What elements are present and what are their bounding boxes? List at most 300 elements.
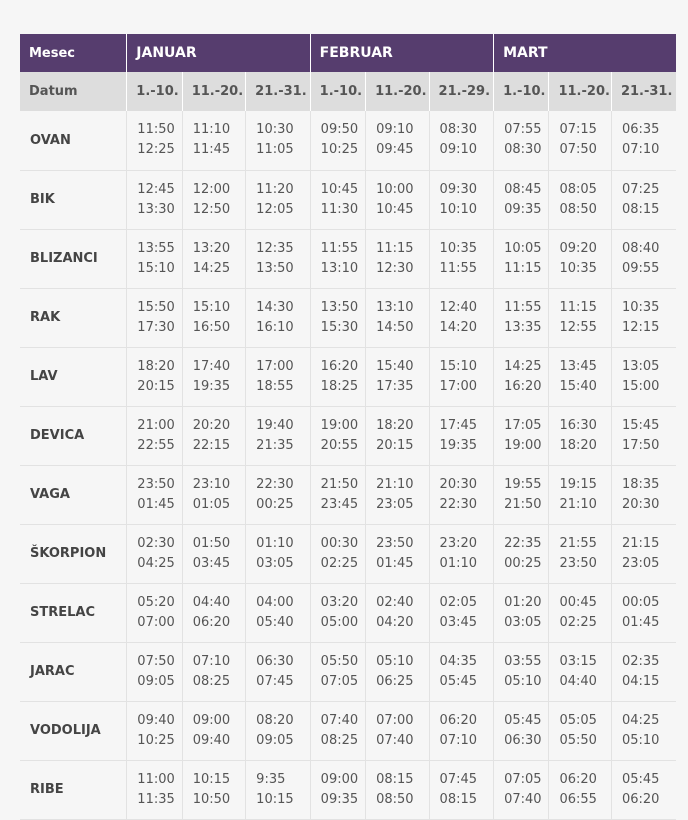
time-range-cell [310, 170, 365, 229]
start-time: 21:10 [376, 476, 414, 492]
start-time: 01:50 [192, 535, 231, 551]
time-range-cell [494, 583, 549, 642]
time-range-cell [494, 465, 549, 524]
end-time: 04:20 [376, 614, 414, 630]
start-time: 13:20 [192, 240, 231, 256]
end-time: 21:35 [256, 437, 294, 453]
time-range-cell [366, 111, 429, 170]
time-range-cell [127, 170, 182, 229]
end-time: 21:50 [504, 496, 542, 512]
end-time: 23:05 [376, 496, 414, 512]
time-range-cell [611, 229, 676, 288]
time-range-cell [246, 583, 311, 642]
start-time: 15:40 [376, 358, 414, 374]
start-time: 11:50 [137, 122, 175, 138]
start-time: 11:00 [137, 771, 175, 787]
time-range-cell [246, 465, 311, 524]
time-range-cell [429, 642, 494, 701]
start-time: 10:45 [320, 181, 359, 197]
sign-name-cell: RAK [20, 288, 127, 347]
sign-name-cell: BLIZANCI [20, 229, 127, 288]
start-time: 00:30 [320, 535, 359, 551]
start-time: 06:20 [559, 771, 597, 787]
end-time: 09:35 [504, 201, 542, 217]
end-time: 08:15 [621, 201, 660, 217]
end-time: 13:30 [137, 201, 175, 217]
start-time: 12:35 [256, 240, 294, 256]
end-time: 01:45 [376, 555, 414, 571]
end-time: 09:05 [137, 673, 175, 689]
time-range-cell [429, 760, 494, 819]
end-time: 08:15 [439, 791, 478, 807]
end-time: 17:50 [621, 437, 660, 453]
time-range-cell [549, 347, 611, 406]
end-time: 06:25 [376, 673, 414, 689]
time-range-cell [182, 229, 245, 288]
time-range-cell [494, 524, 549, 583]
end-time: 12:30 [376, 260, 414, 276]
end-time: 07:40 [376, 732, 414, 748]
end-time: 19:35 [192, 378, 231, 394]
end-time: 20:30 [621, 496, 660, 512]
time-range-cell [549, 406, 611, 465]
end-time: 12:55 [559, 319, 597, 335]
period-header: 1.-10. [494, 72, 549, 111]
start-time: 19:00 [320, 417, 359, 433]
time-range-cell [611, 111, 676, 170]
time-range-cell [366, 288, 429, 347]
start-time: 02:30 [137, 535, 175, 551]
start-time: 09:20 [559, 240, 597, 256]
end-time: 12:25 [137, 142, 175, 158]
time-range-cell [127, 406, 182, 465]
start-time: 11:55 [504, 299, 542, 315]
end-time: 14:50 [376, 319, 414, 335]
end-time: 15:40 [559, 378, 597, 394]
end-time: 08:25 [192, 673, 231, 689]
end-time: 15:30 [320, 319, 359, 335]
start-time: 17:00 [256, 358, 294, 374]
end-time: 01:45 [137, 496, 175, 512]
start-time: 05:45 [621, 771, 660, 787]
time-range-cell [549, 524, 611, 583]
end-time: 13:10 [320, 260, 359, 276]
end-time: 15:10 [137, 260, 175, 276]
time-range-cell [366, 465, 429, 524]
start-time: 08:40 [621, 240, 660, 256]
start-time: 06:20 [439, 712, 478, 728]
start-time: 11:15 [559, 299, 597, 315]
end-time: 18:55 [256, 378, 294, 394]
end-time: 16:20 [504, 378, 542, 394]
end-time: 08:30 [504, 142, 542, 158]
time-range-cell [611, 760, 676, 819]
period-header: 1.-10. [127, 72, 182, 111]
time-range-cell [429, 347, 494, 406]
end-time: 12:15 [621, 319, 660, 335]
period-header: 21.-31. [611, 72, 676, 111]
end-time: 04:40 [559, 673, 597, 689]
end-time: 12:05 [256, 201, 294, 217]
period-header: 11.-20. [182, 72, 245, 111]
time-range-cell [246, 642, 311, 701]
start-time: 08:20 [256, 712, 294, 728]
time-range-cell [127, 288, 182, 347]
time-range-cell [182, 642, 245, 701]
end-time: 07:05 [320, 673, 359, 689]
time-range-cell [366, 583, 429, 642]
time-range-cell [310, 288, 365, 347]
period-header: 1.-10. [310, 72, 365, 111]
start-time: 10:00 [376, 181, 414, 197]
month-header-row [20, 34, 676, 72]
start-time: 12:40 [439, 299, 478, 315]
time-range-cell [611, 642, 676, 701]
end-time: 07:45 [256, 673, 294, 689]
end-time: 20:55 [320, 437, 359, 453]
end-time: 10:35 [559, 260, 597, 276]
time-range-cell [366, 406, 429, 465]
time-range-cell [494, 229, 549, 288]
time-range-cell [127, 347, 182, 406]
table-row [20, 406, 676, 465]
time-range-cell [366, 701, 429, 760]
table-row [20, 642, 676, 701]
start-time: 14:25 [504, 358, 542, 374]
end-time: 03:05 [504, 614, 542, 630]
end-time: 07:10 [439, 732, 478, 748]
end-time: 10:25 [137, 732, 175, 748]
start-time: 21:15 [621, 535, 660, 551]
ascendant-table [20, 34, 676, 820]
end-time: 10:25 [320, 142, 359, 158]
end-time: 23:05 [621, 555, 660, 571]
time-range-cell [366, 760, 429, 819]
start-time: 10:15 [192, 771, 231, 787]
end-time: 07:40 [504, 791, 542, 807]
sign-name-cell: OVAN [20, 111, 127, 170]
sign-name-cell: ŠKORPION [20, 524, 127, 583]
end-time: 00:25 [504, 555, 542, 571]
end-time: 08:50 [559, 201, 597, 217]
end-time: 05:10 [621, 732, 660, 748]
start-time: 17:40 [192, 358, 231, 374]
end-time: 09:10 [439, 142, 478, 158]
start-time: 18:20 [376, 417, 414, 433]
start-time: 15:45 [621, 417, 660, 433]
start-time: 15:10 [192, 299, 231, 315]
start-time: 19:55 [504, 476, 542, 492]
start-time: 13:50 [320, 299, 359, 315]
end-time: 09:35 [320, 791, 359, 807]
date-label-header: Datum [20, 72, 127, 111]
time-range-cell [182, 347, 245, 406]
start-time: 03:20 [320, 594, 359, 610]
time-range-cell [549, 465, 611, 524]
sign-name-cell: DEVICA [20, 406, 127, 465]
time-range-cell [127, 583, 182, 642]
sign-name-cell: VAGA [20, 465, 127, 524]
end-time: 11:05 [256, 142, 294, 158]
time-range-cell [127, 701, 182, 760]
time-range-cell [127, 642, 182, 701]
time-range-cell [429, 583, 494, 642]
start-time: 09:00 [320, 771, 359, 787]
end-time: 08:50 [376, 791, 414, 807]
time-range-cell [310, 465, 365, 524]
table-row [20, 288, 676, 347]
start-time: 05:50 [320, 653, 359, 669]
time-range-cell [549, 229, 611, 288]
end-time: 07:00 [137, 614, 175, 630]
time-range-cell [611, 347, 676, 406]
time-range-cell [549, 170, 611, 229]
sign-name-cell: LAV [20, 347, 127, 406]
end-time: 18:25 [320, 378, 359, 394]
time-range-cell [246, 760, 311, 819]
time-range-cell [310, 701, 365, 760]
sign-name-cell: BIK [20, 170, 127, 229]
end-time: 23:50 [559, 555, 597, 571]
time-range-cell [246, 111, 311, 170]
start-time: 04:40 [192, 594, 231, 610]
end-time: 23:45 [320, 496, 359, 512]
month-label-header: Mesec [20, 34, 127, 72]
start-time: 20:30 [439, 476, 478, 492]
time-range-cell [494, 170, 549, 229]
start-time: 08:15 [376, 771, 414, 787]
end-time: 17:30 [137, 319, 175, 335]
end-time: 16:10 [256, 319, 294, 335]
end-time: 11:30 [320, 201, 359, 217]
time-range-cell [494, 642, 549, 701]
time-range-cell [246, 347, 311, 406]
time-range-cell [549, 760, 611, 819]
start-time: 09:10 [376, 122, 414, 138]
time-range-cell [494, 760, 549, 819]
time-range-cell [127, 524, 182, 583]
end-time: 16:50 [192, 319, 231, 335]
start-time: 09:50 [320, 122, 359, 138]
month-header-january: JANUAR [127, 34, 310, 72]
sign-name-cell: VODOLIJA [20, 701, 127, 760]
start-time: 07:55 [504, 122, 542, 138]
start-time: 11:55 [320, 240, 359, 256]
time-range-cell [549, 583, 611, 642]
end-time: 17:00 [439, 378, 478, 394]
start-time: 18:35 [621, 476, 660, 492]
end-time: 20:15 [376, 437, 414, 453]
ascendant-table-container [20, 34, 676, 820]
month-header-february: FEBRUAR [310, 34, 493, 72]
end-time: 02:25 [559, 614, 597, 630]
time-range-cell [246, 701, 311, 760]
sign-name-cell: STRELAC [20, 583, 127, 642]
period-header: 21.-31. [246, 72, 311, 111]
end-time: 04:25 [137, 555, 175, 571]
sign-name-cell: RIBE [20, 760, 127, 819]
start-time: 05:10 [376, 653, 414, 669]
end-time: 22:30 [439, 496, 478, 512]
end-time: 06:55 [559, 791, 597, 807]
start-time: 15:10 [439, 358, 478, 374]
start-time: 23:50 [376, 535, 414, 551]
end-time: 14:25 [192, 260, 231, 276]
time-range-cell [494, 406, 549, 465]
start-time: 20:20 [192, 417, 231, 433]
time-range-cell [127, 465, 182, 524]
start-time: 23:10 [192, 476, 231, 492]
start-time: 01:20 [504, 594, 542, 610]
time-range-cell [611, 170, 676, 229]
time-range-cell [182, 111, 245, 170]
end-time: 09:40 [192, 732, 231, 748]
end-time: 05:00 [320, 614, 359, 630]
time-range-cell [182, 465, 245, 524]
time-range-cell [310, 406, 365, 465]
time-range-cell [310, 524, 365, 583]
time-range-cell [310, 111, 365, 170]
time-range-cell [429, 701, 494, 760]
table-row [20, 347, 676, 406]
start-time: 08:45 [504, 181, 542, 197]
start-time: 06:35 [621, 122, 660, 138]
start-time: 07:05 [504, 771, 542, 787]
time-range-cell [310, 760, 365, 819]
table-row [20, 465, 676, 524]
start-time: 13:55 [137, 240, 175, 256]
time-range-cell [366, 524, 429, 583]
end-time: 02:25 [320, 555, 359, 571]
start-time: 10:35 [439, 240, 478, 256]
end-time: 05:45 [439, 673, 478, 689]
time-range-cell [127, 760, 182, 819]
time-range-cell [310, 229, 365, 288]
time-range-cell [549, 288, 611, 347]
table-row [20, 524, 676, 583]
start-time: 08:30 [439, 122, 478, 138]
start-time: 12:45 [137, 181, 175, 197]
time-range-cell [611, 465, 676, 524]
start-time: 10:35 [621, 299, 660, 315]
end-time: 06:30 [504, 732, 542, 748]
time-range-cell [494, 347, 549, 406]
start-time: 07:15 [559, 122, 597, 138]
start-time: 9:35 [256, 771, 286, 787]
time-range-cell [182, 524, 245, 583]
start-time: 22:30 [256, 476, 294, 492]
end-time: 01:05 [192, 496, 231, 512]
start-time: 04:25 [621, 712, 660, 728]
time-range-cell [127, 111, 182, 170]
start-time: 03:15 [559, 653, 597, 669]
end-time: 03:45 [439, 614, 478, 630]
end-time: 05:50 [559, 732, 597, 748]
end-time: 17:35 [376, 378, 414, 394]
start-time: 12:00 [192, 181, 231, 197]
time-range-cell [611, 406, 676, 465]
end-time: 18:20 [559, 437, 597, 453]
end-time: 05:10 [504, 673, 542, 689]
end-time: 11:55 [439, 260, 478, 276]
end-time: 22:55 [137, 437, 175, 453]
start-time: 02:35 [621, 653, 660, 669]
start-time: 16:30 [559, 417, 597, 433]
start-time: 07:25 [621, 181, 660, 197]
end-time: 06:20 [192, 614, 231, 630]
end-time: 07:10 [621, 142, 660, 158]
start-time: 02:05 [439, 594, 478, 610]
end-time: 01:10 [439, 555, 478, 571]
start-time: 17:45 [439, 417, 478, 433]
end-time: 09:45 [376, 142, 414, 158]
table-row [20, 583, 676, 642]
time-range-cell [429, 229, 494, 288]
time-range-cell [494, 701, 549, 760]
start-time: 04:00 [256, 594, 294, 610]
table-row [20, 701, 676, 760]
time-range-cell [182, 701, 245, 760]
end-time: 08:25 [320, 732, 359, 748]
start-time: 16:20 [320, 358, 359, 374]
time-range-cell [366, 642, 429, 701]
start-time: 02:40 [376, 594, 414, 610]
date-header-row [20, 72, 676, 111]
start-time: 10:30 [256, 122, 294, 138]
table-row [20, 760, 676, 819]
end-time: 03:45 [192, 555, 231, 571]
time-range-cell [549, 642, 611, 701]
start-time: 07:45 [439, 771, 478, 787]
end-time: 14:20 [439, 319, 478, 335]
time-range-cell [366, 229, 429, 288]
end-time: 13:35 [504, 319, 542, 335]
start-time: 15:50 [137, 299, 175, 315]
start-time: 23:20 [439, 535, 478, 551]
start-time: 04:35 [439, 653, 478, 669]
table-body [20, 111, 676, 819]
start-time: 03:55 [504, 653, 542, 669]
start-time: 17:05 [504, 417, 542, 433]
time-range-cell [182, 406, 245, 465]
end-time: 11:45 [192, 142, 231, 158]
start-time: 18:20 [137, 358, 175, 374]
time-range-cell [246, 524, 311, 583]
start-time: 09:30 [439, 181, 478, 197]
end-time: 11:15 [504, 260, 542, 276]
start-time: 11:20 [256, 181, 294, 197]
start-time: 05:05 [559, 712, 597, 728]
time-range-cell [182, 583, 245, 642]
start-time: 13:10 [376, 299, 414, 315]
time-range-cell [246, 170, 311, 229]
time-range-cell [366, 170, 429, 229]
start-time: 11:15 [376, 240, 414, 256]
table-row [20, 111, 676, 170]
time-range-cell [611, 701, 676, 760]
end-time: 09:05 [256, 732, 294, 748]
end-time: 00:25 [256, 496, 294, 512]
time-range-cell [549, 701, 611, 760]
time-range-cell [429, 111, 494, 170]
time-range-cell [429, 170, 494, 229]
table-row [20, 170, 676, 229]
end-time: 19:00 [504, 437, 542, 453]
start-time: 19:40 [256, 417, 294, 433]
start-time: 23:50 [137, 476, 175, 492]
time-range-cell [366, 347, 429, 406]
time-range-cell [611, 583, 676, 642]
